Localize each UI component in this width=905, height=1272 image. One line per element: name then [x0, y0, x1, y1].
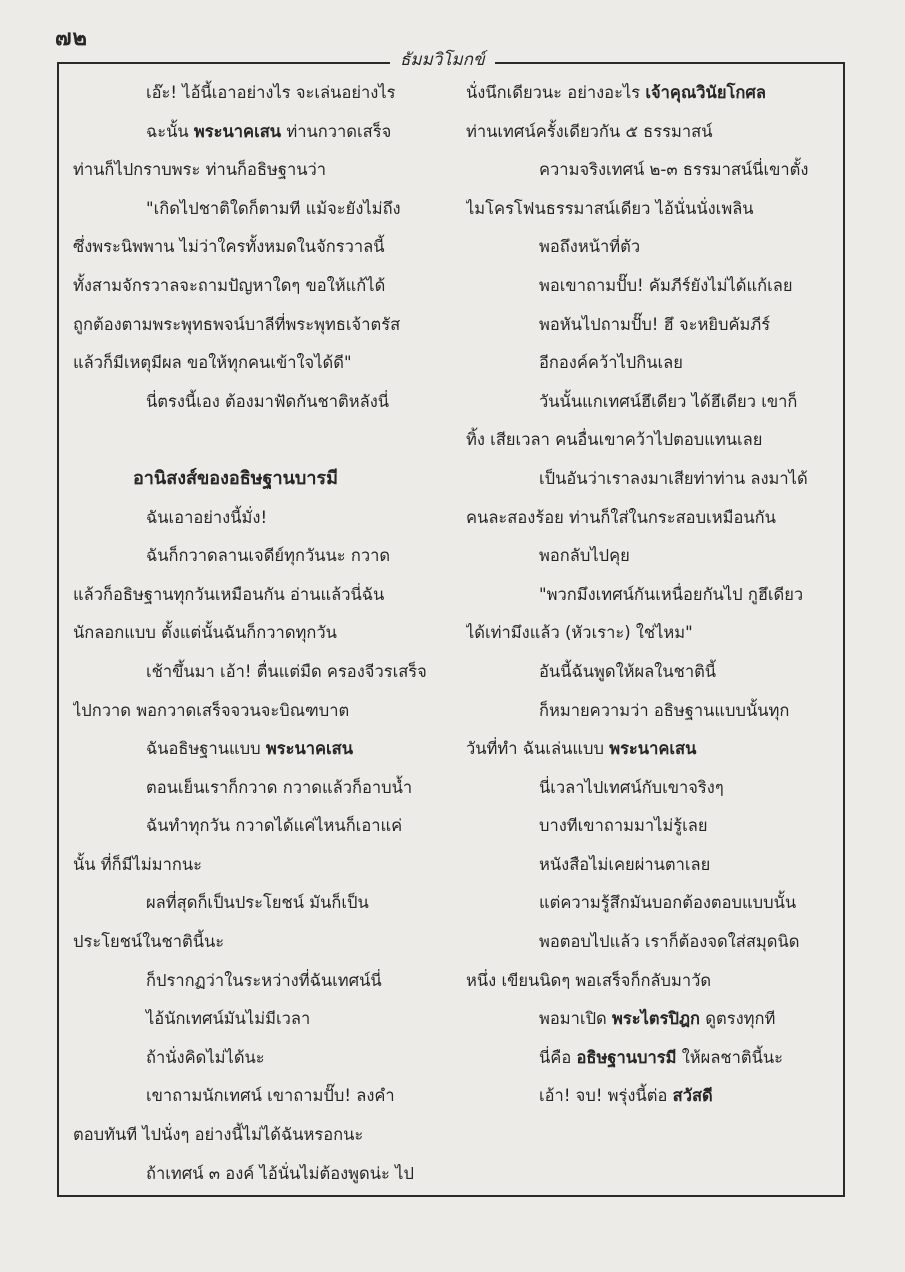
- text-line: อันนี้ฉันพูดให้ผลในชาตินี้: [539, 661, 717, 681]
- text-line: นั้น ที่ก็มีไม่มากนะ: [73, 854, 202, 874]
- text-line: แล้วก็อธิษฐานทุกวันเหมือนกัน อ่านแล้วนี่ฉัน: [73, 584, 385, 604]
- text-line: นักลอกแบบ ตั้งแต่นั้นฉันก็กวาดทุกวัน: [73, 623, 337, 643]
- text-line: พอหันไปถามปั๊บ! ฮึ จะหยิบคัมภีร์: [539, 314, 771, 334]
- right-column: [466, 74, 826, 1116]
- text-line: "พวกมึงเทศน์กันเหนื่อยกันไป กูฮึเดียว: [539, 584, 804, 604]
- text-line: ฉันก็กวาดลานเจดีย์ทุกวันนะ กวาด: [146, 546, 391, 566]
- text-line: ก็หมายความว่า อธิษฐานแบบนั้นทุก: [539, 700, 790, 720]
- text-line: ไมโครโฟนธรรมาสน์เดียว ไอ้นั่นนั่งเพลิน: [466, 198, 754, 218]
- text-line: เขาถามนักเทศน์ เขาถามปั๊บ! ลงคำ: [146, 1086, 395, 1106]
- running-title: ธัมมวิโมกข์: [390, 46, 495, 73]
- text-line: หนึ่ง เขียนนิดๆ พอเสร็จก็กลับมาวัด: [466, 970, 712, 990]
- text-line: วันที่ทำ ฉันเล่นแบบ พระนาคเสน: [466, 739, 697, 759]
- text-line: ไอ้นักเทศน์มันไม่มีเวลา: [146, 1009, 311, 1029]
- text-line: ถูกต้องตามพระพุทธพจน์บาลีที่พระพุทธเจ้าตรัส: [73, 314, 401, 334]
- text-line: พอตอบไปแล้ว เราก็ต้องจดใส่สมุดนิด: [539, 932, 800, 952]
- text-line: อีกองค์คว้าไปกินเลย: [539, 353, 683, 373]
- text-line: ได้เท่ามึงแล้ว (หัวเราะ) ใช่ไหม": [466, 623, 693, 643]
- text-line: ก็ปรากฏว่าในระหว่างที่ฉันเทศน์นี่: [146, 970, 382, 990]
- text-line: ท่านก็ไปกราบพระ ท่านก็อธิษฐานว่า: [73, 160, 327, 180]
- text-line: ถ้าเทศน์ ๓ องค์ ไอ้นั่นไม่ต้องพูดน่ะ ไป: [146, 1163, 414, 1183]
- text-line: พอกลับไปคุย: [539, 546, 630, 566]
- text-line: พอมาเปิด พระไตรปิฎก ดูตรงทุกที: [539, 1009, 776, 1029]
- text-line: แล้วก็มีเหตุมีผล ขอให้ทุกคนเข้าใจได้ดี": [73, 353, 352, 373]
- text-line: นี่เวลาไปเทศน์กับเขาจริงๆ: [539, 777, 724, 797]
- text-line: ฉะนั้น พระนาคเสน ท่านกวาดเสร็จ: [146, 121, 392, 141]
- text-line: คนละสองร้อย ท่านก็ใส่ในกระสอบเหมือนกัน: [466, 507, 776, 527]
- section-heading: อานิสงส์ของอธิษฐานบารมี: [133, 467, 338, 489]
- text-line: พอเขาถามปั๊บ! คัมภีร์ยังไม่ได้แก้เลย: [539, 275, 793, 295]
- text-line: เช้าขึ้นมา เอ้า! ตื่นแต่มืด ครองจีวรเสร็จ: [146, 661, 427, 681]
- text-line: นี่คือ อธิษฐานบารมี ให้ผลชาตินี้นะ: [539, 1047, 784, 1067]
- text-line: ตอบทันที ไปนั่งๆ อย่างนี้ไม่ได้ฉันหรอกนะ: [73, 1125, 364, 1145]
- text-line: ความจริงเทศน์ ๒-๓ ธรรมาสน์นี่เขาตั้ง: [539, 160, 809, 180]
- text-line: ผลที่สุดก็เป็นประโยชน์ มันก็เป็น: [146, 893, 369, 913]
- text-line: ฉันอธิษฐานแบบ พระนาคเสน: [146, 739, 354, 759]
- text-line: เอ๊ะ! ไอ้นี้เอาอย่างไร จะเล่นอย่างไร: [146, 83, 396, 102]
- text-line: หนังสือไม่เคยผ่านตาเลย: [539, 854, 711, 874]
- text-line: แต่ความรู้สึกมันบอกต้องตอบแบบนั้น: [539, 893, 797, 913]
- text-line: ซึ่งพระนิพพาน ไม่ว่าใครทั้งหมดในจักรวาลนี้: [73, 237, 385, 257]
- text-line: วันนั้นแกเทศน์ฮึเดียว ได้ฮึเดียว เขาก็: [539, 391, 798, 411]
- text-line: ไปกวาด พอกวาดเสร็จจวนจะบิณฑบาต: [73, 700, 350, 720]
- text-line: ฉันทำทุกวัน กวาดได้แค่ไหนก็เอาแค่: [146, 816, 403, 836]
- page-number: ๗๒: [55, 26, 89, 51]
- text-line: พอถึงหน้าที่ตัว: [539, 237, 641, 257]
- text-line: ทั้งสามจักรวาลจะถามปัญหาใดๆ ขอให้แก้ได้: [73, 275, 386, 295]
- text-line: นี่ตรงนี้เอง ต้องมาฟัดกันชาติหลังนี่: [146, 391, 390, 411]
- text-line: ถ้านั่งคิดไม่ได้นะ: [146, 1047, 265, 1067]
- text-line: ท่านเทศน์ครั้งเดียวกัน ๕ ธรรมาสน์: [466, 121, 713, 141]
- text-line: "เกิดไปชาติใดก็ตามที แม้จะยังไม่ถึง: [146, 198, 401, 218]
- text-line: ทิ้ง เสียเวลา คนอื่นเขาคว้าไปตอบแทนเลย: [466, 430, 763, 450]
- left-column: [73, 74, 443, 1193]
- text-line: บางทีเขาถามมาไม่รู้เลย: [539, 816, 708, 836]
- text-line: ตอนเย็นเราก็กวาด กวาดแล้วก็อาบน้ำ: [146, 777, 413, 797]
- text-line: ฉันเอาอย่างนี้มั่ง!: [146, 507, 268, 527]
- text-line: ประโยชน์ในชาตินี้นะ: [73, 932, 225, 952]
- text-line: เป็นอันว่าเราลงมาเสียท่าท่าน ลงมาได้: [539, 468, 808, 488]
- text-line: นั่งนึกเดียวนะ อย่างอะไร เจ้าคุณวินัยโกศล: [466, 83, 766, 102]
- text-line: เอ้า! จบ! พรุ่งนี้ต่อ สวัสดี: [539, 1086, 713, 1106]
